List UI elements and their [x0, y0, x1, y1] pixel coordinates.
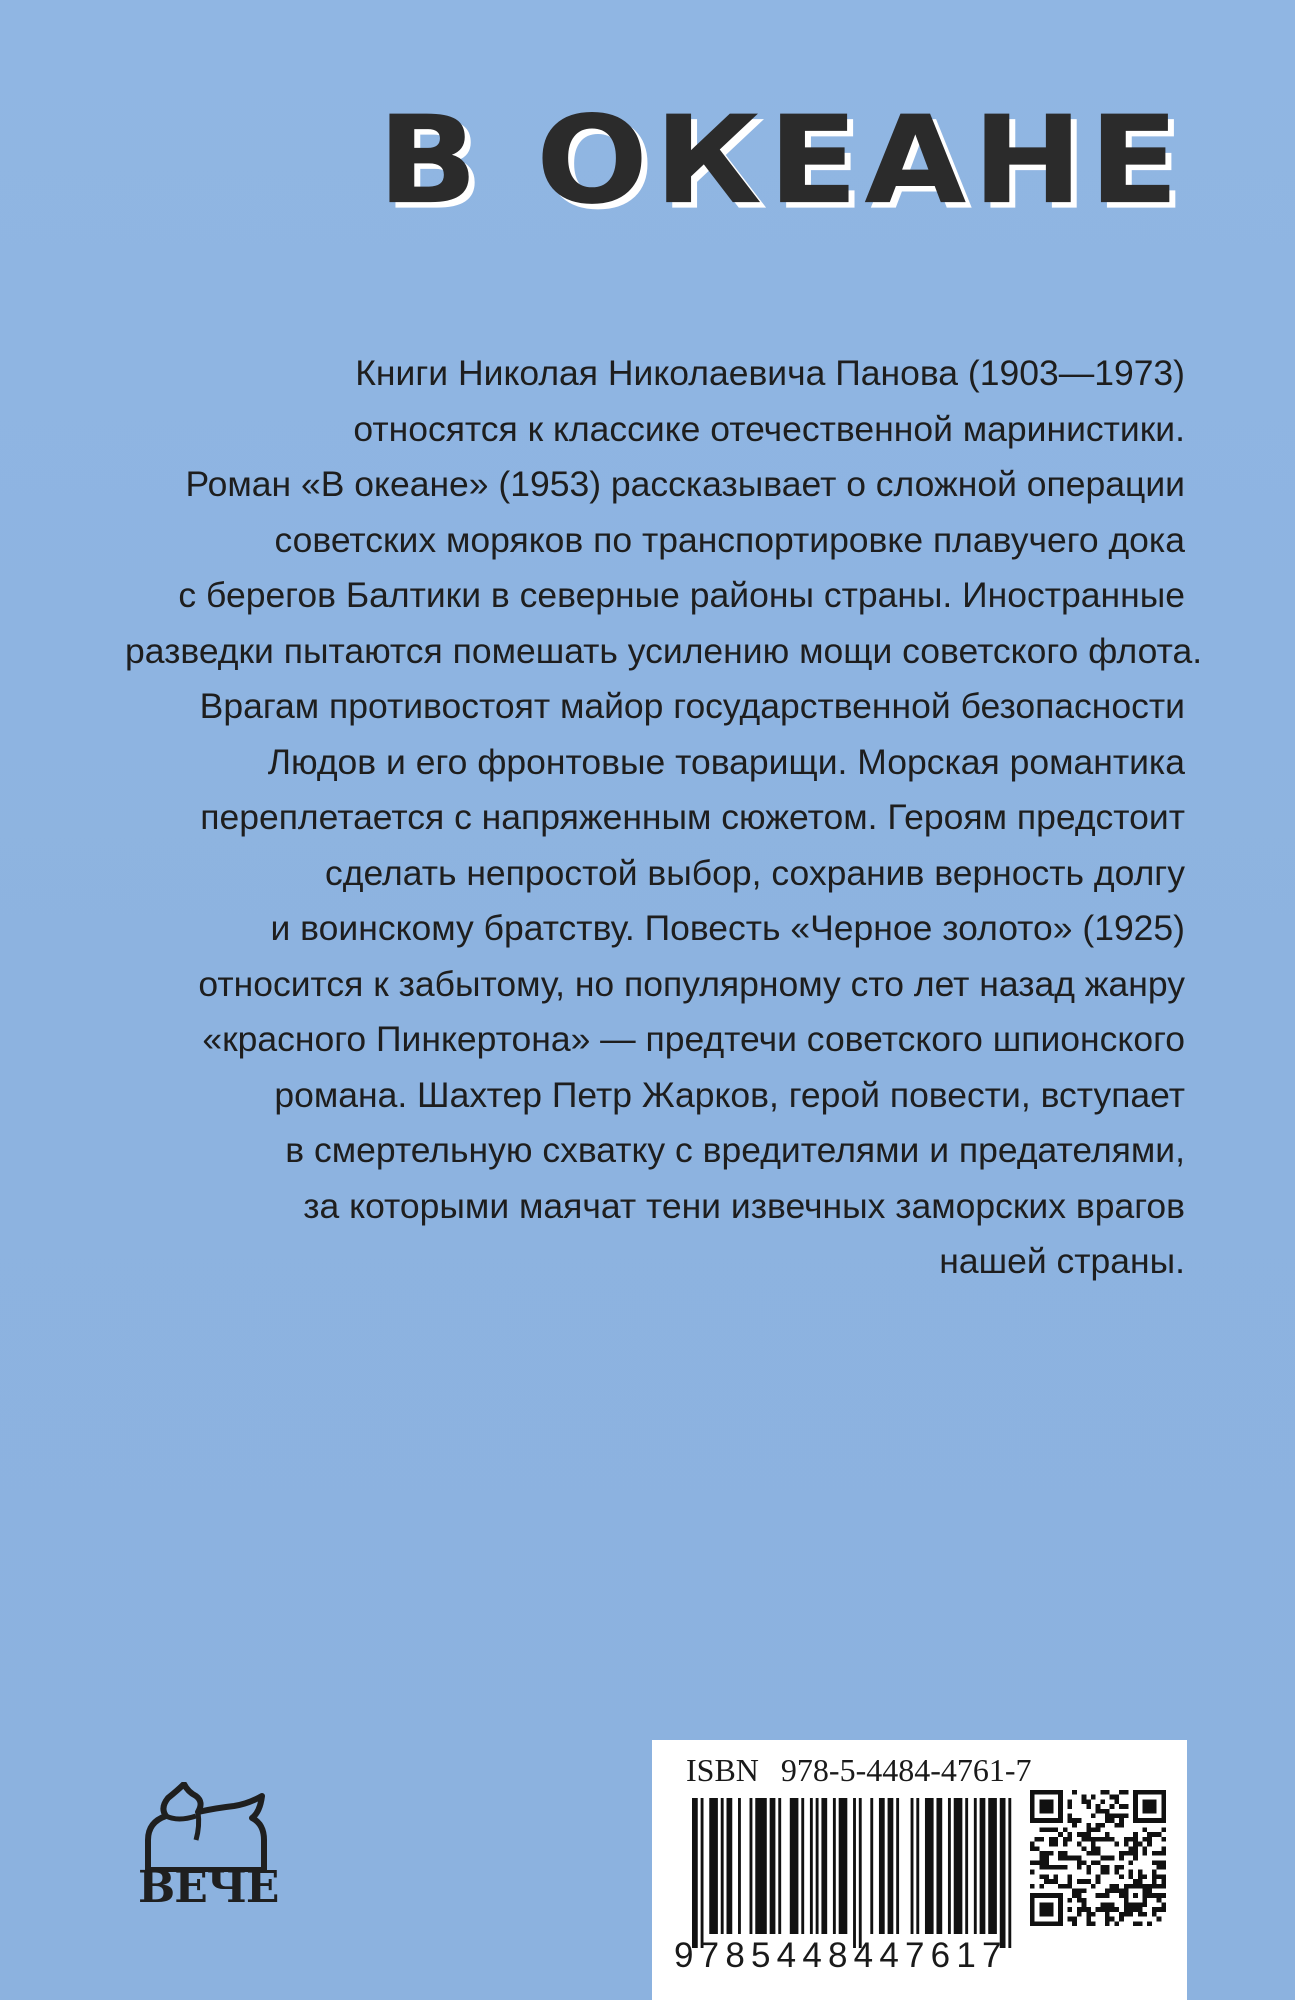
- isbn-text: [686, 1752, 1032, 1789]
- barcode-label: [652, 1740, 1187, 2000]
- publisher-name: ВЕЧЕ: [138, 1862, 279, 1913]
- annotation-line: и воинскому братству. Повесть «Черное золото» (1925): [270, 908, 1185, 948]
- annotation-line: романа. Шахтер Петр Жарков, герой повести, вступает: [274, 1074, 1185, 1115]
- kremlin-tower-logo-icon: [138, 1782, 273, 1872]
- annotation-line: «красного Пинкертона» — предтечи советского шпионского: [202, 1019, 1185, 1059]
- annotation-line: относятся к классике отечественной маринистики.: [353, 408, 1185, 449]
- book-annotation: [125, 346, 1203, 1290]
- ean13-barcode-icon: [692, 1798, 1017, 1948]
- annotation-line: за которыми маячат тени извечных заморских врагов: [303, 1185, 1185, 1226]
- annotation-line: Людов и его фронтовые товарищи. Морская романтика: [267, 741, 1185, 782]
- barcode-digits: 9785448447617: [674, 1936, 1008, 1975]
- publisher-logo: [138, 1782, 279, 1922]
- annotation-line: нашей страны.: [939, 1241, 1185, 1281]
- book-title: В ОКЕАНЕ: [377, 89, 1185, 232]
- annotation-line: Книги Николая Николаевича Панова (1903—1973): [355, 353, 1185, 393]
- annotation-line: разведки пытаются помешать усилению мощи советского флота.: [125, 630, 1203, 671]
- annotation-line: переплетается с напряженным сюжетом. Героям предстоит: [200, 797, 1185, 837]
- isbn-prefix: ISBN: [686, 1752, 759, 1788]
- annotation-line: в смертельную схватку с вредителями и предателями,: [285, 1130, 1185, 1170]
- qr-code-icon: [1030, 1790, 1166, 1926]
- annotation-line: с берегов Балтики в северные районы страны. Иностранные: [178, 575, 1185, 615]
- annotation-line: Врагам противостоят майор государственной безопасности: [199, 686, 1185, 726]
- isbn-number: 978-5-4484-4761-7: [780, 1752, 1032, 1788]
- annotation-line: относится к забытому, но популярному сто лет назад жанру: [198, 963, 1185, 1004]
- annotation-line: Роман «В океане» (1953) рассказывает о сложной операции: [185, 464, 1185, 504]
- annotation-line: сделать непростой выбор, сохранив верность долгу: [325, 852, 1185, 893]
- annotation-line: советских моряков по транспортировке плавучего дока: [274, 519, 1185, 560]
